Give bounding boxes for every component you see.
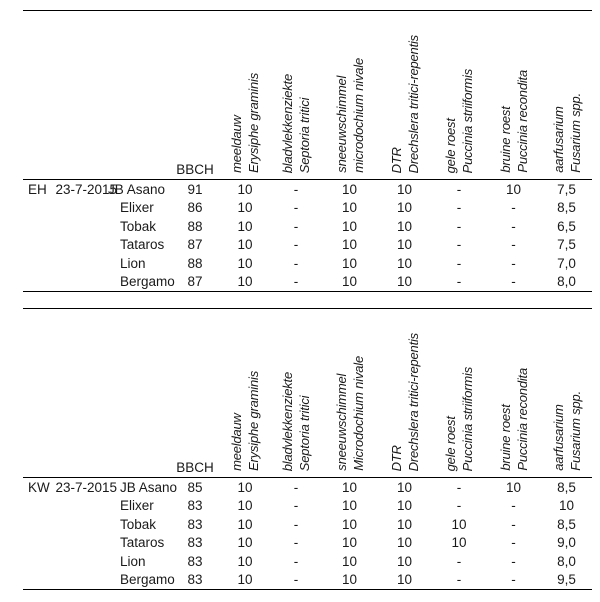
disease-name-nl: bruine roest xyxy=(497,404,513,471)
row-value: 83 xyxy=(187,498,203,514)
row-value: 10 xyxy=(396,237,413,253)
row-value: 9,5 xyxy=(557,572,576,588)
row-value: 10 xyxy=(237,274,253,290)
row-value: 10 xyxy=(396,181,413,197)
disease-name-latin: Erysiphe graminis xyxy=(246,73,261,173)
table-row xyxy=(23,515,592,534)
row-value: 10 xyxy=(396,553,413,569)
row-value: - xyxy=(293,479,299,495)
row-value: - xyxy=(456,498,462,514)
row-date xyxy=(51,273,119,292)
column-header-variety xyxy=(119,11,170,180)
row-value: 88 xyxy=(187,255,203,271)
row-value: 8,0 xyxy=(557,274,576,290)
table-row xyxy=(23,254,592,273)
row-group-label xyxy=(23,515,51,534)
row-value: 10 xyxy=(396,218,413,234)
row-value: 10 xyxy=(396,572,413,588)
row-date xyxy=(51,217,119,236)
row-value: - xyxy=(293,498,299,514)
row-value: 10 xyxy=(237,572,253,588)
disease-name-nl: gele roest xyxy=(443,415,458,471)
header-row xyxy=(23,11,592,180)
row-value: 10 xyxy=(237,535,253,551)
row-value: 10 xyxy=(237,255,253,271)
row-value: 10 xyxy=(451,516,467,532)
row-group-label xyxy=(23,236,51,255)
row-variety: Lion xyxy=(120,255,146,271)
column-header-meeldauw xyxy=(220,309,270,478)
results-table-kw xyxy=(23,308,592,590)
column-header-date xyxy=(51,309,119,478)
column-header-bruine-roest xyxy=(486,309,541,478)
column-header-date xyxy=(51,11,119,180)
row-value: 10 xyxy=(396,274,413,290)
row-value: 10 xyxy=(505,181,522,197)
row-value: - xyxy=(293,218,299,234)
row-value: - xyxy=(511,237,516,253)
row-value: 91 xyxy=(187,181,203,197)
table-row xyxy=(23,534,592,553)
row-value: - xyxy=(511,255,516,271)
row-value: 85 xyxy=(187,479,203,495)
row-value: 10 xyxy=(341,498,358,514)
row-value: 10 xyxy=(396,255,413,271)
row-value: 10 xyxy=(341,572,358,588)
row-value: 10 xyxy=(237,516,253,532)
row-value: 10 xyxy=(237,553,253,569)
row-value: 10 xyxy=(341,516,358,532)
column-header-bbch: BBCH xyxy=(170,309,220,478)
row-value: 10 xyxy=(341,479,358,495)
disease-name-latin: microdochium nivale xyxy=(350,58,366,173)
results-table-eh xyxy=(23,10,592,292)
column-header-bladvlekkenziekte xyxy=(270,309,322,478)
row-value: - xyxy=(293,274,299,290)
row-value: - xyxy=(293,572,299,588)
row-value: 88 xyxy=(187,218,203,234)
disease-name-nl: DTR xyxy=(388,444,404,471)
row-value: 83 xyxy=(187,516,203,532)
row-value: 83 xyxy=(187,553,203,569)
row-value: 8,5 xyxy=(557,516,576,532)
disease-name-latin: Septoria tritici xyxy=(297,97,312,173)
row-variety: Tobak xyxy=(120,516,157,532)
disease-name-nl: bladvlekkenziekte xyxy=(280,371,295,471)
column-header-variety xyxy=(119,309,170,478)
row-value: 10 xyxy=(341,237,358,253)
row-value: - xyxy=(293,181,299,197)
row-value: - xyxy=(456,572,462,588)
row-date xyxy=(51,515,119,534)
row-value: - xyxy=(511,572,516,588)
column-header-aarfusarium xyxy=(541,11,592,180)
row-value: 10 xyxy=(237,479,253,495)
column-header-bbch: BBCH xyxy=(170,11,220,180)
table-row xyxy=(23,217,592,236)
row-value: 10 xyxy=(341,274,358,290)
row-date xyxy=(51,534,119,553)
row-value: 83 xyxy=(187,535,203,551)
row-value: 10 xyxy=(396,516,413,532)
disease-name-latin: Erysiphe graminis xyxy=(246,371,261,471)
row-value: 10 xyxy=(237,181,253,197)
row-value: - xyxy=(293,535,299,551)
row-group-label: EH xyxy=(28,181,47,197)
row-variety: Lion xyxy=(120,553,146,569)
row-variety: Bergamo xyxy=(120,274,175,290)
row-value: - xyxy=(511,200,516,216)
row-value: - xyxy=(511,498,516,514)
disease-name-latin: Puccinia striiformis xyxy=(460,68,475,173)
row-date xyxy=(51,552,119,571)
row-value: - xyxy=(293,237,299,253)
disease-name-latin: Drechslera tritici-repentis xyxy=(405,332,421,471)
column-header-dtr xyxy=(377,309,432,478)
row-variety: JB Asano xyxy=(120,479,178,495)
row-value: - xyxy=(293,553,299,569)
row-variety: Tobak xyxy=(120,218,157,234)
row-value: 10 xyxy=(396,479,413,495)
column-header-bladvlekkenziekte xyxy=(270,11,322,180)
row-value: 7,0 xyxy=(557,255,576,271)
row-value: 10 xyxy=(396,535,413,551)
row-value: 10 xyxy=(341,535,358,551)
row-value: - xyxy=(511,535,516,551)
row-group-label xyxy=(23,199,51,218)
row-group-label xyxy=(23,534,51,553)
disease-name-nl: meeldauw xyxy=(229,115,244,173)
row-value: 7,5 xyxy=(557,237,576,253)
disease-name-nl: aarfusarium xyxy=(550,106,566,173)
row-group-label xyxy=(23,217,51,236)
row-value: 10 xyxy=(341,218,358,234)
row-group-label xyxy=(23,552,51,571)
row-date xyxy=(51,571,119,590)
row-value: - xyxy=(456,200,462,216)
row-value: 7,5 xyxy=(557,181,576,197)
column-header-group xyxy=(23,11,51,180)
row-variety: Tataros xyxy=(120,237,165,253)
row-value: - xyxy=(456,218,462,234)
disease-name-nl: bladvlekkenziekte xyxy=(280,73,295,173)
disease-name-latin: Drechslera tritici-repentis xyxy=(405,34,421,173)
row-date xyxy=(51,254,119,273)
disease-name-nl: aarfusarium xyxy=(550,404,566,471)
disease-name-latin: Puccinia recondita xyxy=(514,368,530,471)
table-row xyxy=(23,236,592,255)
row-value: 10 xyxy=(341,181,358,197)
disease-name-latin: Microdochium nivale xyxy=(350,356,366,471)
row-value: 10 xyxy=(237,200,253,216)
row-value: - xyxy=(293,255,299,271)
disease-name-nl: sneeuwschimmel xyxy=(333,374,349,471)
row-value: 10 xyxy=(341,553,358,569)
row-value: 8,0 xyxy=(557,553,576,569)
table-row xyxy=(23,199,592,218)
row-variety: Tataros xyxy=(120,535,165,551)
row-group-label xyxy=(23,273,51,292)
column-header-gele-roest xyxy=(432,309,486,478)
row-value: - xyxy=(456,274,462,290)
row-value: 8,5 xyxy=(557,200,576,216)
row-group-label xyxy=(23,254,51,273)
row-value: - xyxy=(456,237,462,253)
row-variety: Elixer xyxy=(120,498,154,514)
column-header-bruine-roest xyxy=(486,11,541,180)
column-header-meeldauw xyxy=(220,11,270,180)
row-value: 10 xyxy=(558,498,575,514)
row-value: - xyxy=(511,274,516,290)
row-variety: JB Asano xyxy=(108,181,166,197)
column-header-aarfusarium xyxy=(541,309,592,478)
row-value: - xyxy=(456,181,462,197)
row-value: - xyxy=(511,516,516,532)
row-value: - xyxy=(293,200,299,216)
row-group-label xyxy=(23,571,51,590)
row-value: 10 xyxy=(237,237,253,253)
header-row xyxy=(23,309,592,478)
disease-name-nl: bruine roest xyxy=(497,106,513,173)
table-row xyxy=(23,478,592,497)
row-value: - xyxy=(293,516,299,532)
row-date: 23-7-2015 xyxy=(55,181,117,197)
disease-name-latin: Fusarium spp. xyxy=(567,93,583,173)
row-value: 86 xyxy=(187,200,203,216)
row-value: 83 xyxy=(187,572,203,588)
row-value: 10 xyxy=(341,255,358,271)
column-header-group xyxy=(23,309,51,478)
row-value: 6,5 xyxy=(557,218,576,234)
row-variety: Elixer xyxy=(120,200,154,216)
disease-name-latin: Fusarium spp. xyxy=(567,391,583,471)
column-header-sneeuwschimmel xyxy=(322,309,377,478)
disease-name-latin: Puccinia striiformis xyxy=(460,366,475,471)
row-value: 10 xyxy=(505,479,522,495)
row-value: 10 xyxy=(396,200,413,216)
row-date xyxy=(51,199,119,218)
row-value: - xyxy=(511,218,516,234)
disease-name-nl: sneeuwschimmel xyxy=(333,76,349,173)
row-value: 87 xyxy=(187,237,203,253)
disease-name-latin: Septoria tritici xyxy=(297,395,312,471)
row-value: 9,0 xyxy=(557,535,576,551)
table-row xyxy=(23,552,592,571)
column-header-dtr xyxy=(377,11,432,180)
table-row xyxy=(23,571,592,590)
disease-name-nl: meeldauw xyxy=(229,413,244,471)
disease-name-nl: DTR xyxy=(388,146,404,173)
row-value: 10 xyxy=(451,535,467,551)
disease-name-latin: Puccinia recondita xyxy=(514,70,530,173)
table-row xyxy=(23,180,592,199)
row-value: 87 xyxy=(187,274,203,290)
disease-name-nl: gele roest xyxy=(443,117,458,173)
row-value: - xyxy=(456,479,462,495)
row-group-label xyxy=(23,497,51,516)
row-value: 8,5 xyxy=(557,479,576,495)
row-date xyxy=(51,497,119,516)
row-value: 10 xyxy=(341,200,358,216)
column-header-gele-roest xyxy=(432,11,486,180)
table-row xyxy=(23,273,592,292)
row-value: 10 xyxy=(396,498,413,514)
row-date: 23-7-2015 xyxy=(55,479,117,495)
row-variety: Bergamo xyxy=(120,572,175,588)
row-value: 10 xyxy=(237,498,253,514)
row-value: - xyxy=(511,553,516,569)
row-value: - xyxy=(456,255,462,271)
row-value: 10 xyxy=(237,218,253,234)
column-header-sneeuwschimmel xyxy=(322,11,377,180)
row-value: - xyxy=(456,553,462,569)
table-row xyxy=(23,497,592,516)
row-group-label: KW xyxy=(28,479,50,495)
row-date xyxy=(51,236,119,255)
